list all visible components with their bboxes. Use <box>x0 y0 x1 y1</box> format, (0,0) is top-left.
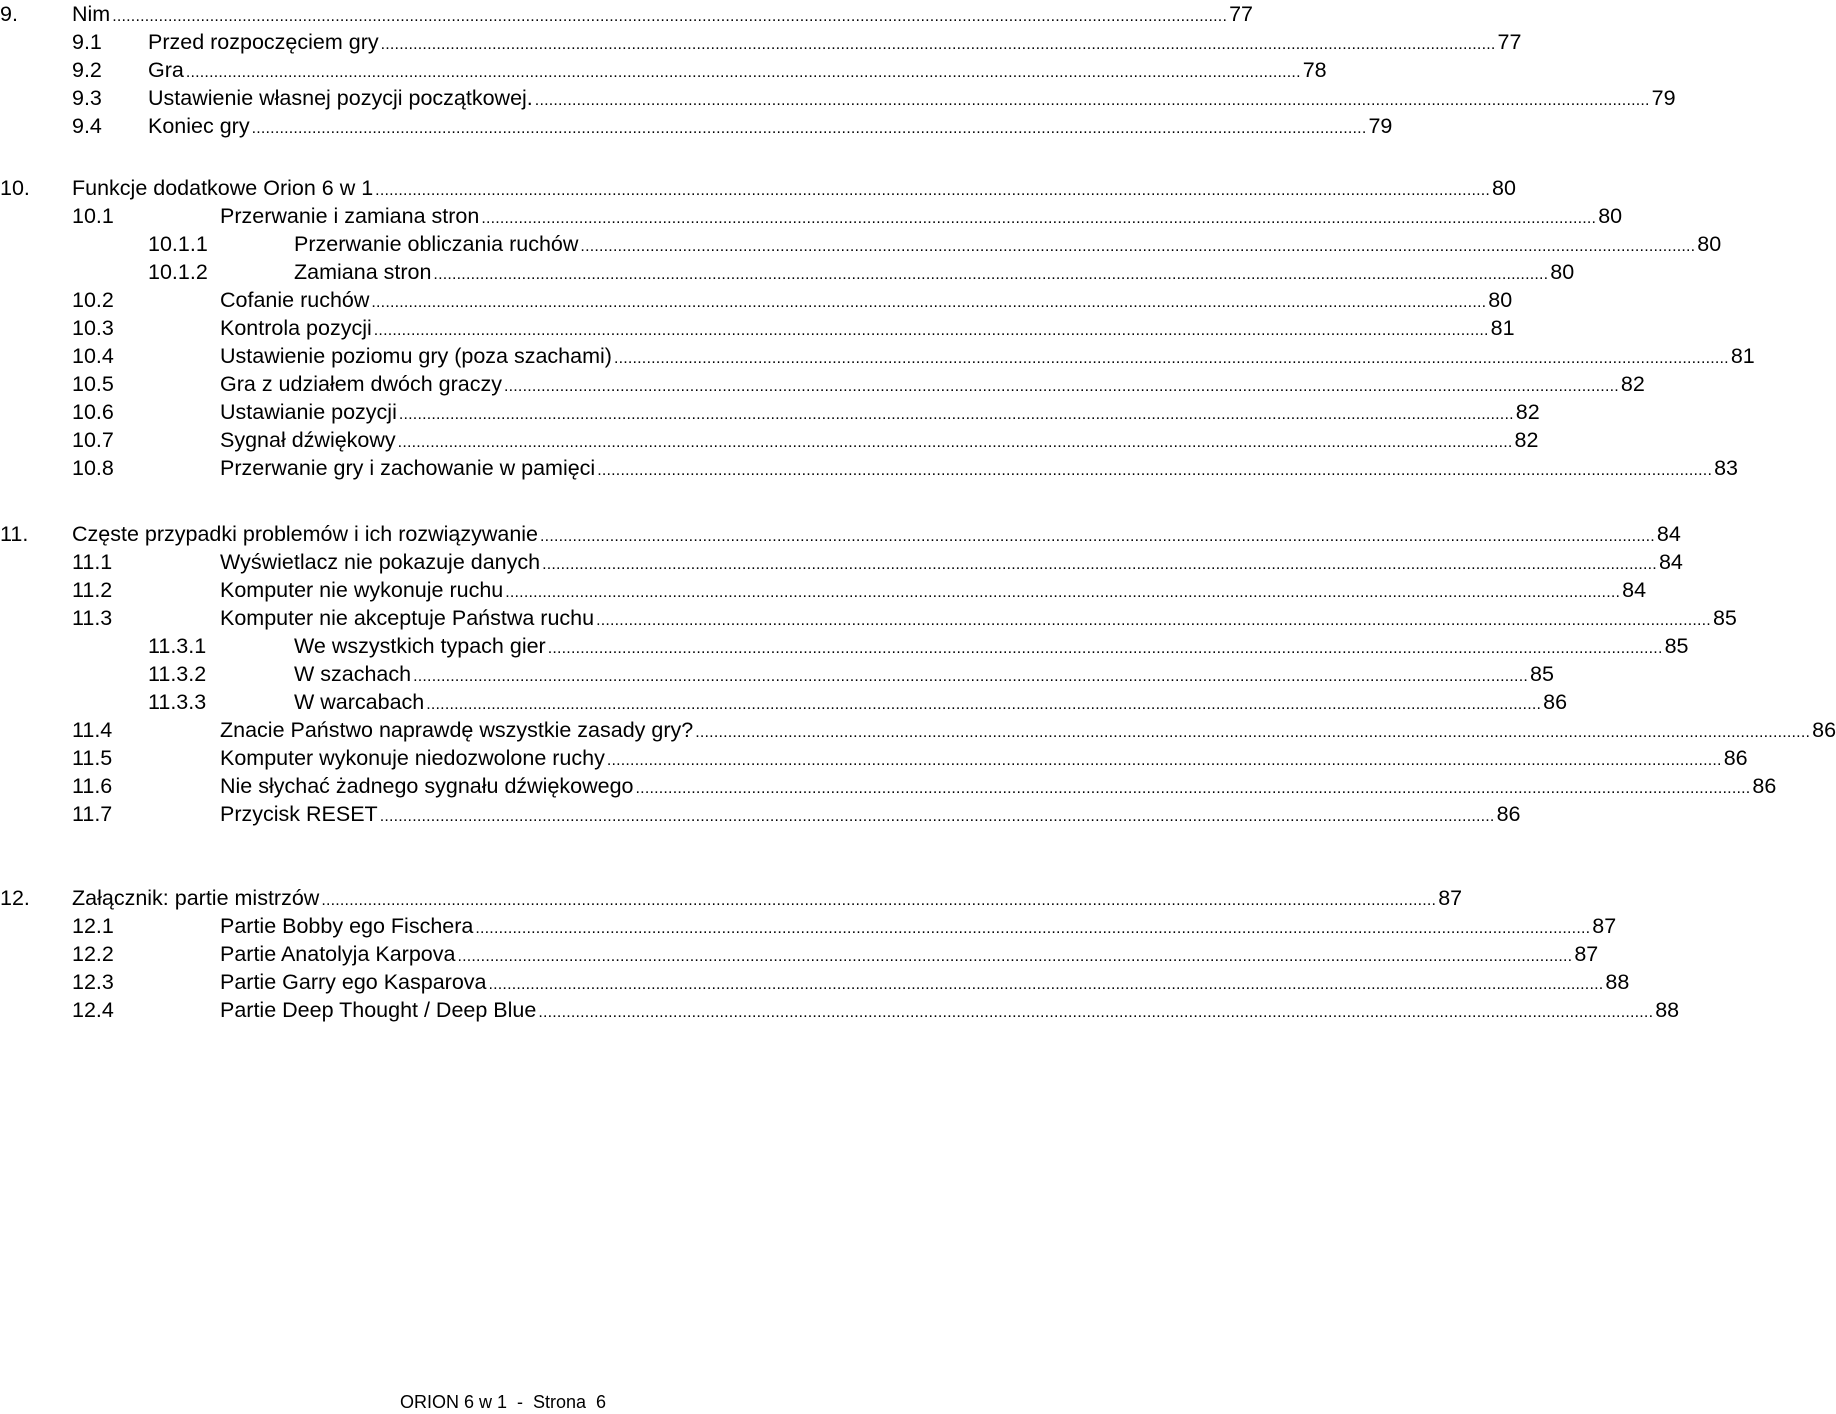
toc-entry-body <box>72 520 1681 551</box>
toc-entry-page-number: 86 <box>1496 802 1521 826</box>
toc-entry-number: 10.6 <box>72 400 114 424</box>
dot-leader: ................................................................................................................................................................................................................................................ <box>613 350 1729 367</box>
dot-leader: ................................................................................................................................................................................................................................................ <box>635 780 1751 797</box>
toc-entry-body <box>220 576 1647 607</box>
toc-entry-page-number: 80 <box>1492 176 1516 200</box>
toc-entry-page-number: 86 <box>1723 746 1748 770</box>
toc-entry-number: 10. <box>0 176 30 200</box>
toc-entry-body <box>220 314 1515 345</box>
toc-entry-number: 12.2 <box>72 942 114 966</box>
toc-entry[interactable] <box>0 258 1575 286</box>
toc-entry-number: 10.5 <box>72 372 114 396</box>
toc-entry-number: 11.6 <box>72 774 113 798</box>
toc-entry-body <box>148 56 1327 87</box>
toc-entry-page-number: 86 <box>1812 718 1836 742</box>
toc-entry-page-number: 87 <box>1438 886 1463 910</box>
toc-entry-body <box>220 940 1599 971</box>
toc-entry-page-number: 82 <box>1514 428 1539 452</box>
dot-leader: ................................................................................................................................................................................................................................................ <box>397 434 1513 451</box>
toc-entry-number: 11.2 <box>72 578 113 602</box>
toc-entry-page-number: 81 <box>1730 344 1755 368</box>
toc-entry-body <box>294 632 1689 663</box>
toc-entry-number: 9.1 <box>72 30 102 54</box>
dot-leader: ................................................................................................................................................................................................................................................ <box>380 36 1496 53</box>
toc-entry-title: Częste przypadki problemów i ich rozwiązywanie <box>72 522 539 546</box>
toc-entry-number: 9.4 <box>72 114 102 138</box>
toc-entry-number: 10.1.2 <box>148 260 208 284</box>
toc-entry-body <box>220 968 1630 999</box>
toc-entry-number: 11.5 <box>72 746 113 770</box>
dot-leader: ................................................................................................................................................................................................................................................ <box>112 8 1228 25</box>
toc-entry[interactable] <box>0 772 1777 800</box>
toc-entry-number: 9. <box>0 2 18 26</box>
toc-entry-page-number: 80 <box>1697 232 1722 256</box>
toc-entry-title: Ustawienie poziomu gry (poza szachami) <box>220 344 612 368</box>
dot-leader: ................................................................................................................................................................................................................................................ <box>321 892 1437 909</box>
toc-entry-body <box>220 202 1623 233</box>
dot-leader: ................................................................................................................................................................................................................................................ <box>398 406 1514 423</box>
toc-entry[interactable] <box>0 112 1393 140</box>
dot-leader: ................................................................................................................................................................................................................................................ <box>538 1004 1654 1021</box>
toc-entry-page-number: 87 <box>1592 914 1617 938</box>
toc-entry[interactable] <box>0 342 1755 370</box>
toc-entry-title: We wszystkich typach gier <box>294 634 546 658</box>
toc-entry[interactable] <box>0 632 1689 660</box>
toc-entry-body <box>72 0 1254 31</box>
toc-entry[interactable] <box>0 912 1617 940</box>
dot-leader: ................................................................................................................................................................................................................................................ <box>426 696 1542 713</box>
toc-entry-number: 11.3.2 <box>148 662 207 686</box>
toc-entry[interactable] <box>0 520 1681 548</box>
toc-entry[interactable] <box>0 940 1599 968</box>
dot-leader: ................................................................................................................................................................................................................................................ <box>251 120 1367 137</box>
dot-leader: ................................................................................................................................................................................................................................................ <box>596 612 1711 629</box>
toc-entry-page-number: 83 <box>1714 456 1739 480</box>
toc-entry-body <box>294 660 1554 691</box>
toc-entry-title: W warcabach <box>294 690 425 714</box>
dot-leader: ................................................................................................................................................................................................................................................ <box>375 182 1491 199</box>
toc-entry[interactable] <box>0 660 1554 688</box>
dot-leader: ................................................................................................................................................................................................................................................ <box>597 462 1713 479</box>
toc-entry-title: Sygnał dźwiękowy <box>220 428 396 452</box>
toc-entry[interactable] <box>0 174 1516 202</box>
toc-entry-page-number: 79 <box>1651 86 1676 110</box>
toc-entry-number: 12. <box>0 886 30 910</box>
toc-entry-body <box>220 996 1680 1027</box>
dot-leader: ................................................................................................................................................................................................................................................ <box>457 948 1573 965</box>
toc-entry[interactable] <box>0 56 1327 84</box>
toc-entry[interactable] <box>0 884 1463 912</box>
toc-entry-page-number: 86 <box>1543 690 1568 714</box>
toc-entry-body <box>294 688 1568 719</box>
toc-entry-page-number: 85 <box>1712 606 1737 630</box>
toc-entry-page-number: 80 <box>1488 288 1513 312</box>
toc-entry[interactable] <box>0 454 1739 482</box>
toc-entry-number: 11.3 <box>72 606 113 630</box>
toc-entry-title: Gra z udziałem dwóch graczy <box>220 372 502 396</box>
toc-entry-page-number: 84 <box>1656 522 1681 546</box>
toc-entry-number: 11.1 <box>72 550 113 574</box>
dot-leader: ................................................................................................................................................................................................................................................ <box>475 920 1591 937</box>
toc-entry-body <box>148 28 1522 59</box>
toc-entry-title: Komputer nie akceptuje Państwa ruchu <box>220 606 595 630</box>
toc-entry-title: Kontrola pozycji <box>220 316 372 340</box>
toc-entry-body <box>220 398 1540 429</box>
toc-entry[interactable] <box>0 426 1539 454</box>
dot-leader: ................................................................................................................................................................................................................................................ <box>505 584 1621 601</box>
toc-entry-number: 10.2 <box>72 288 114 312</box>
toc-entry[interactable] <box>0 0 1254 28</box>
toc-entry-title: Gra <box>148 58 184 82</box>
toc-entry-number: 11.7 <box>72 802 113 826</box>
toc-entry-page-number: 85 <box>1529 662 1554 686</box>
toc-entry-number: 11.4 <box>72 718 113 742</box>
toc-entry-body <box>72 174 1516 205</box>
dot-leader: ................................................................................................................................................................................................................................................ <box>540 528 1655 545</box>
toc-entry-page-number: 82 <box>1515 400 1540 424</box>
toc-entry[interactable] <box>0 744 1748 772</box>
dot-leader: ................................................................................................................................................................................................................................................ <box>488 976 1604 993</box>
toc-entry-title: Partie Garry ego Kasparova <box>220 970 487 994</box>
toc-entry-page-number: 87 <box>1574 942 1599 966</box>
toc-entry[interactable] <box>0 716 1836 744</box>
dot-leader: ................................................................................................................................................................................................................................................ <box>695 724 1811 741</box>
toc-entry-page-number: 79 <box>1368 114 1393 138</box>
toc-entry-page-number: 86 <box>1752 774 1777 798</box>
toc-entry-body <box>294 230 1722 261</box>
toc-entry-body <box>220 286 1513 317</box>
toc-entry-number: 9.2 <box>72 58 102 82</box>
dot-leader: ................................................................................................................................................................................................................................................ <box>534 92 1650 109</box>
toc-entry-title: Nie słychać żadnego sygnału dźwiękowego <box>220 774 634 798</box>
toc-entry-title: W szachach <box>294 662 412 686</box>
toc-entry-title: Koniec gry <box>148 114 250 138</box>
toc-entry[interactable] <box>0 800 1521 828</box>
toc-entry-number: 11. <box>0 522 29 546</box>
toc-entry[interactable] <box>0 370 1645 398</box>
toc-entry-title: Cofanie ruchów <box>220 288 370 312</box>
toc-entry-body <box>220 744 1748 775</box>
toc-entry-title: Partie Anatolyja Karpova <box>220 942 456 966</box>
toc-entry[interactable] <box>0 604 1737 632</box>
toc-entry[interactable] <box>0 286 1513 314</box>
toc-entry-body <box>220 772 1777 803</box>
toc-entry-number: 10.1.1 <box>148 232 208 256</box>
toc-entry[interactable] <box>0 398 1540 426</box>
toc-entry-number: 10.7 <box>72 428 114 452</box>
dot-leader: ................................................................................................................................................................................................................................................ <box>580 238 1696 255</box>
toc-entry-title: Funkcje dodatkowe Orion 6 w 1 <box>72 176 374 200</box>
toc-entry-body <box>220 342 1755 373</box>
toc-entry[interactable] <box>0 202 1623 230</box>
toc-entry-title: Znacie Państwo naprawdę wszystkie zasady gry? <box>220 718 694 742</box>
toc-entry-page-number: 77 <box>1497 30 1522 54</box>
toc-entry-number: 12.3 <box>72 970 114 994</box>
toc-entry-body <box>148 112 1393 143</box>
dot-leader: ................................................................................................................................................................................................................................................ <box>481 210 1597 227</box>
toc-entry-number: 10.8 <box>72 456 114 480</box>
toc-entry-title: Przerwanie gry i zachowanie w pamięci <box>220 456 596 480</box>
toc-entry-page-number: 80 <box>1550 260 1575 284</box>
toc-entry-page-number: 85 <box>1664 634 1689 658</box>
toc-entry-page-number: 88 <box>1605 970 1630 994</box>
toc-entry-page-number: 77 <box>1229 2 1254 26</box>
toc-entry-title: Zamiana stron <box>294 260 432 284</box>
toc-entry-page-number: 81 <box>1490 316 1515 340</box>
toc-entry-title: Partie Bobby ego Fischera <box>220 914 474 938</box>
toc-entry[interactable] <box>0 28 1522 56</box>
toc-entry[interactable] <box>0 314 1515 342</box>
toc-entry-title: Wyświetlacz nie pokazuje danych <box>220 550 541 574</box>
toc-entry-page-number: 88 <box>1655 998 1680 1022</box>
toc-entry-title: Partie Deep Thought / Deep Blue <box>220 998 537 1022</box>
toc-entry-title: Komputer wykonuje niedozwolone ruchy <box>220 746 605 770</box>
dot-leader: ................................................................................................................................................................................................................................................ <box>547 640 1663 657</box>
toc-entry-number: 12.4 <box>72 998 114 1022</box>
dot-leader: ................................................................................................................................................................................................................................................ <box>379 808 1495 825</box>
toc-entry-page-number: 78 <box>1302 58 1327 82</box>
toc-entry-title: Przed rozpoczęciem gry <box>148 30 379 54</box>
toc-entry-page-number: 82 <box>1620 372 1645 396</box>
toc-entry-number: 12.1 <box>72 914 114 938</box>
toc-entry-page-number: 84 <box>1658 550 1683 574</box>
toc-entry-body <box>220 716 1836 747</box>
toc-entry-body <box>220 912 1617 943</box>
dot-leader: ................................................................................................................................................................................................................................................ <box>606 752 1722 769</box>
toc-entry-number: 10.1 <box>72 204 114 228</box>
toc-entry[interactable] <box>0 84 1676 112</box>
toc-entry-title: Ustawienie własnej pozycji początkowej. <box>148 86 533 110</box>
toc-entry-body <box>220 426 1539 457</box>
toc-entry-page-number: 80 <box>1598 204 1623 228</box>
toc-entry-title: Komputer nie wykonuje ruchu <box>220 578 504 602</box>
toc-entry-number: 11.3.3 <box>148 690 207 714</box>
toc-entry-body <box>220 604 1737 635</box>
toc-entry-body <box>220 800 1521 831</box>
toc-entry[interactable] <box>0 576 1647 604</box>
toc-entry-body <box>148 84 1676 115</box>
toc-entry-title: Przerwanie obliczania ruchów <box>294 232 579 256</box>
toc-entry[interactable] <box>0 230 1722 258</box>
dot-leader: ................................................................................................................................................................................................................................................ <box>542 556 1657 573</box>
dot-leader: ................................................................................................................................................................................................................................................ <box>371 294 1487 311</box>
toc-entry-title: Nim <box>72 2 111 26</box>
toc-entry[interactable] <box>0 968 1630 996</box>
toc-entry-body <box>220 454 1739 485</box>
toc-entry[interactable] <box>0 688 1568 716</box>
toc-entry[interactable] <box>0 548 1683 576</box>
toc-entry-number: 9.3 <box>72 86 102 110</box>
toc-entry-body <box>72 884 1463 915</box>
dot-leader: ................................................................................................................................................................................................................................................ <box>413 668 1528 685</box>
toc-entry-title: Przycisk RESET <box>220 802 378 826</box>
toc-entry-number: 10.4 <box>72 344 114 368</box>
toc-entry[interactable] <box>0 996 1680 1024</box>
dot-leader: ................................................................................................................................................................................................................................................ <box>185 64 1301 81</box>
dot-leader: ................................................................................................................................................................................................................................................ <box>373 322 1489 339</box>
toc-entry-title: Ustawianie pozycji <box>220 400 397 424</box>
toc-entry-body <box>220 548 1683 579</box>
dot-leader: ................................................................................................................................................................................................................................................ <box>433 266 1549 283</box>
dot-leader: ................................................................................................................................................................................................................................................ <box>504 378 1619 395</box>
toc-entry-number: 11.3.1 <box>148 634 207 658</box>
toc-entry-title: Załącznik: partie mistrzów <box>72 886 320 910</box>
toc-entry-body <box>294 258 1575 289</box>
toc-entry-number: 10.3 <box>72 316 114 340</box>
page-footer: ORION 6 w 1 - Strona 6 <box>400 1392 607 1412</box>
toc-entry-page-number: 84 <box>1622 578 1647 602</box>
toc-entry-body <box>220 370 1645 401</box>
toc-entry-title: Przerwanie i zamiana stron <box>220 204 480 228</box>
